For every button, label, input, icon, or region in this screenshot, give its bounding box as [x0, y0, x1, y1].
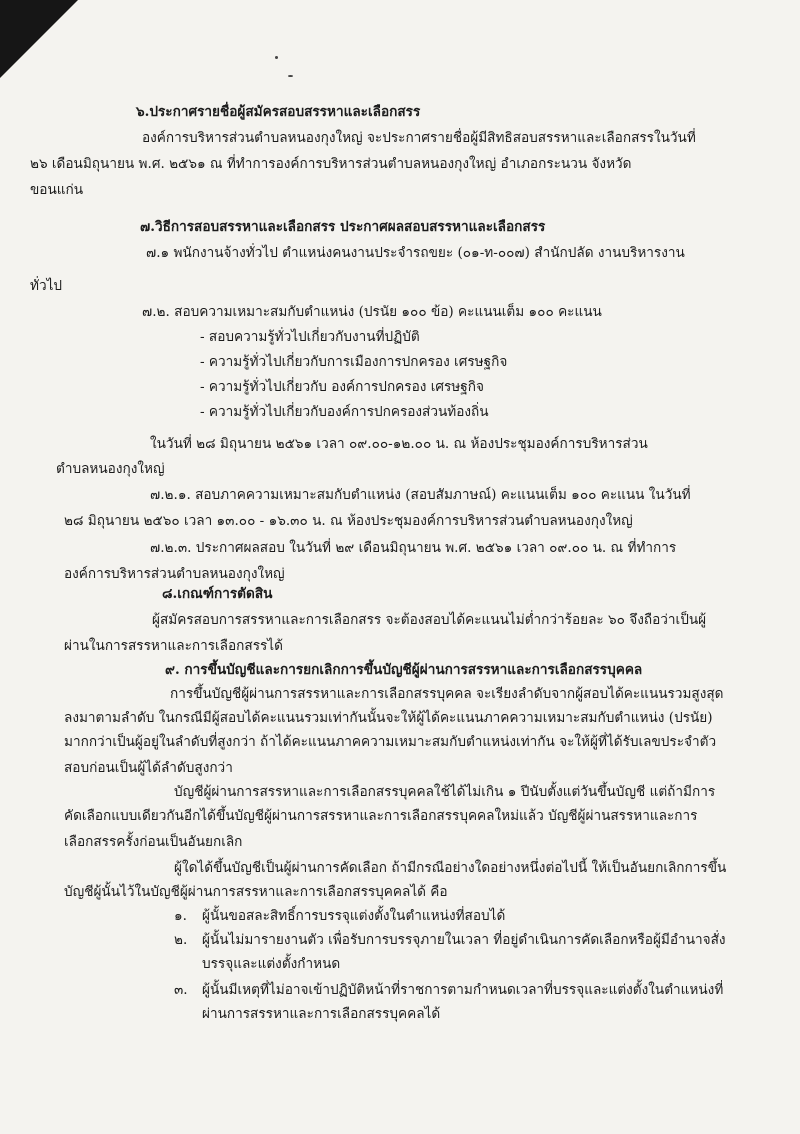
section-6-heading: ๖.ประกาศรายชื่อผู้สมัครสอบสรรหาและเลือกสรร: [136, 104, 421, 120]
item-number: ๒.: [174, 932, 188, 948]
scan-speck: [275, 56, 278, 59]
section-6-text: องค์การบริหารส่วนตำบลหนองกุงใหญ่ จะประกาศรายชื่อผู้มีสิทธิสอบสรรหาและเลือกสรรในวันที่: [142, 130, 696, 146]
section-9-text: ลงมาตามลำดับ ในกรณีมีผู้สอบได้คะแนนรวมเท่ากันนั้นจะให้ผู้ได้คะแนนภาคความเหมาะสมกับตำแหน่ง (ปรนัย): [64, 710, 713, 726]
list-item: ผู้นั้นมีเหตุที่ไม่อาจเข้าปฏิบัติหน้าที่ราชการตามกำหนดเวลาที่บรรจุและแต่งตั้งในตำแหน่งที่: [202, 982, 724, 998]
scan-speck: [288, 75, 293, 77]
section-7-2-1-text: ๒๘ มิถุนายน ๒๕๖๐ เวลา ๑๓.๐๐ - ๑๖.๓๐ น. ณ ห้องประชุมองค์การบริหารส่วนตำบลหนองกุงใหญ่: [64, 513, 633, 529]
section-7-2-3-text: องค์การบริหารส่วนตำบลหนองกุงใหญ่: [64, 566, 285, 582]
list-item: ผู้นั้นขอสละสิทธิ์การบรรจุแต่งตั้งในตำแหน่งที่สอบได้: [202, 908, 506, 924]
section-9-text: คัดเลือกแบบเดียวกันอีกได้ขึ้นบัญชีผู้ผ่านการสรรหาและการเลือกสรรบุคคลใหม่แล้ว บัญชีผู้ผ่านสรรหาและการ: [64, 808, 698, 824]
item-number: ๓.: [174, 982, 188, 998]
section-9-text: เลือกสรรครั้งก่อนเป็นอันยกเลิก: [64, 834, 243, 850]
list-item: - ความรู้ทั่วไปเกี่ยวกับองค์การปกครองส่วนท้องถิ่น: [200, 404, 489, 420]
scan-dark-corner: [0, 0, 78, 78]
section-9-text: สอบก่อนเป็นผู้ได้ลำดับสูงกว่า: [64, 760, 233, 776]
section-7-2-1-text: ๗.๒.๑. สอบภาคความเหมาะสมกับตำแหน่ง (สอบสัมภาษณ์) คะแนนเต็ม ๑๐๐ คะแนน ในวันที่: [150, 487, 691, 503]
section-7-1-text: ๗.๑ พนักงานจ้างทั่วไป ตำแหน่งคนงานประจำรถขยะ (๐๑-ท-๐๐๗) สำนักปลัด งานบริหารงาน: [146, 245, 685, 261]
list-item: - ความรู้ทั่วไปเกี่ยวกับการเมืองการปกครอง เศรษฐกิจ: [200, 354, 508, 370]
list-item: - สอบความรู้ทั่วไปเกี่ยวกับงานที่ปฏิบัติ: [200, 329, 420, 345]
section-8-text: ผู้สมัครสอบการสรรหาและการเลือกสรร จะต้องสอบได้คะแนนไม่ต่ำกว่าร้อยละ ๖๐ จึงถือว่าเป็นผู้: [152, 612, 707, 628]
section-6-text: ขอนแก่น: [30, 182, 84, 198]
section-9-text: ผู้ใดได้ขึ้นบัญชีเป็นผู้ผ่านการคัดเลือก ถ้ามีกรณีอย่างใดอย่างหนึ่งต่อไปนี้ ให้เป็นอันยกเลิกการขึ้น: [174, 860, 727, 876]
section-9-text: บัญชีผู้ผ่านการสรรหาและการเลือกสรรบุคคลใช้ได้ไม่เกิน ๑ ปีนับตั้งแต่วันขึ้นบัญชี แต่ถ้ามีการ: [174, 784, 716, 800]
section-7-2-3-text: ๗.๒.๓. ประกาศผลสอบ ในวันที่ ๒๙ เดือนมิถุนายน พ.ศ. ๒๕๖๑ เวลา ๐๙.๐๐ น. ณ ที่ทำการ: [150, 540, 677, 556]
section-7-2-schedule: ในวันที่ ๒๘ มิถุนายน ๒๕๖๑ เวลา ๐๙.๐๐-๑๒.๐๐ น. ณ ห้องประชุมองค์การบริหารส่วน: [150, 436, 648, 452]
section-6-text: ๒๖ เดือนมิถุนายน พ.ศ. ๒๕๖๑ ณ ที่ทำการองค์การบริหารส่วนตำบลหนองกุงใหญ่ อำเภอกระนวน จังหวัด: [30, 156, 632, 172]
section-7-heading: ๗.วิธีการสอบสรรหาและเลือกสรร ประกาศผลสอบสรรหาและเลือกสรร: [140, 219, 546, 235]
section-9-text: บัญชีผู้นั้นไว้ในบัญชีผู้ผ่านการสรรหาและการเลือกสรรบุคคลได้ คือ: [64, 884, 448, 900]
item-number: ๑.: [174, 908, 187, 924]
list-item: บรรจุและแต่งตั้งกำหนด: [202, 956, 341, 972]
section-7-2-schedule: ตำบลหนองกุงใหญ่: [56, 461, 165, 477]
list-item: ผู้นั้นไม่มารายงานตัว เพื่อรับการบรรจุภายในเวลา ที่อยู่ดำเนินการคัดเลือกหรือผู้มีอำนาจสั่ง: [202, 932, 726, 948]
section-8-heading: ๘.เกณฑ์การตัดสิน: [162, 586, 273, 602]
section-9-text: มากกว่าเป็นผู้อยู่ในลำดับที่สูงกว่า ถ้าได้คะแนนภาคความเหมาะสมกับตำแหน่งเท่ากัน จะให้ผู้ที่ได้รับเลขประจำตัว: [64, 734, 717, 750]
section-9-heading: ๙. การขึ้นบัญชีและการยกเลิกการขึ้นบัญชีผู้ผ่านการสรรหาและการเลือกสรรบุคคล: [165, 662, 643, 678]
section-9-text: การขึ้นบัญชีผู้ผ่านการสรรหาและการเลือกสรรบุคคล จะเรียงลำดับจากผู้สอบได้คะแนนรวมสูงสุด: [170, 686, 724, 702]
list-item: ผ่านการสรรหาและการเลือกสรรบุคคลได้: [202, 1006, 441, 1022]
list-item: - ความรู้ทั่วไปเกี่ยวกับ องค์การปกครอง เศรษฐกิจ: [200, 379, 484, 395]
section-7-2-text: ๗.๒. สอบความเหมาะสมกับตำแหน่ง (ปรนัย ๑๐๐ ข้อ) คะแนนเต็ม ๑๐๐ คะแนน: [142, 304, 602, 320]
section-7-1-text: ทั่วไป: [30, 278, 63, 294]
section-8-text: ผ่านในการสรรหาและการเลือกสรรได้: [64, 638, 283, 654]
